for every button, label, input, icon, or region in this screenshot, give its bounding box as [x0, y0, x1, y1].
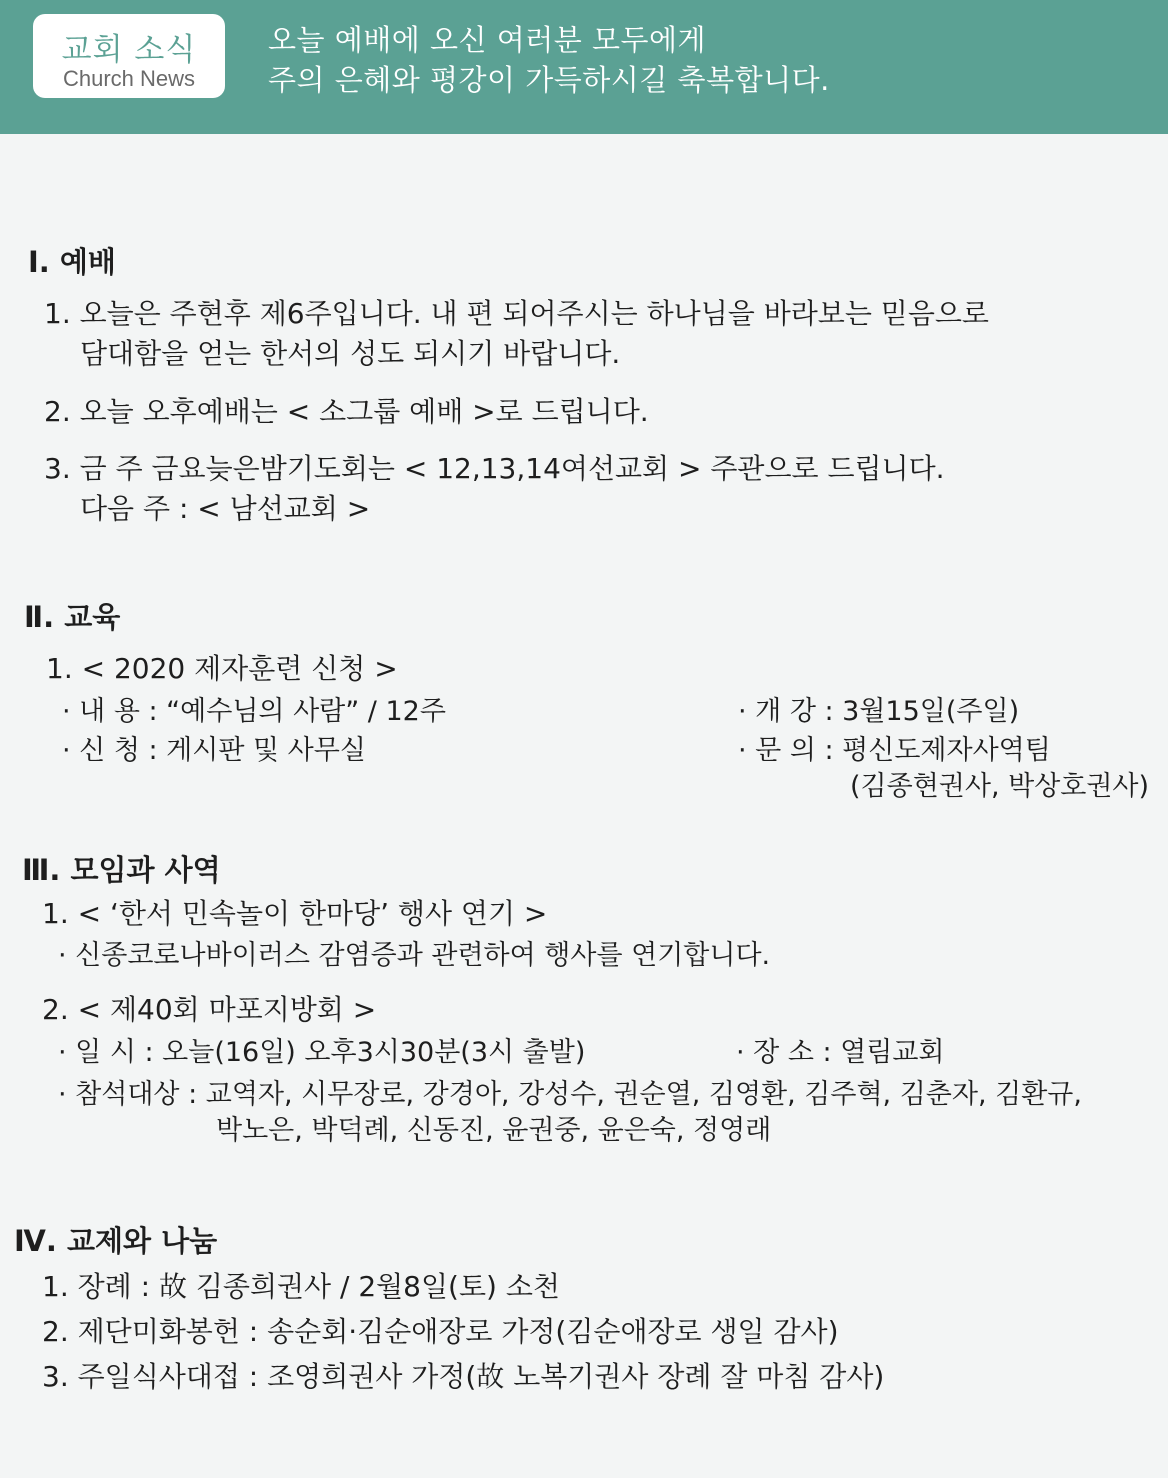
- worship-item-3-line-2: 다음 주 : < 남선교회 >: [80, 492, 371, 525]
- section-heading-fellowship: Ⅳ. 교제와 나눔: [14, 1224, 218, 1258]
- fellowship-item-2: 2. 제단미화봉헌 : 송순회·김순애장로 가정(김순애장로 생일 감사): [42, 1315, 839, 1348]
- worship-item-3-line-1: 3. 금 주 금요늦은밤기도회는 < 12,13,14여선교회 > 주관으로 드립니다.: [44, 452, 945, 485]
- fellowship-item-3: 3. 주일식사대접 : 조영희권사 가정(故 노복기권사 장례 잘 마침 감사): [42, 1360, 885, 1393]
- education-content: · 내 용 : “예수님의 사람” / 12주: [62, 696, 446, 727]
- gathering-item-2-attendees-line-2: 박노은, 박덕례, 신동진, 윤권중, 윤은숙, 정영래: [216, 1115, 772, 1146]
- fellowship-item-1: 1. 장례 : 故 김종희권사 / 2월8일(토) 소천: [42, 1270, 560, 1303]
- worship-item-1-line-1: 1. 오늘은 주현후 제6주입니다. 내 편 되어주시는 하나님을 바라보는 믿음으로: [44, 297, 989, 330]
- gathering-item-2-time: · 일 시 : 오늘(16일) 오후3시30분(3시 출발): [58, 1037, 586, 1068]
- church-news-badge: [33, 14, 225, 98]
- education-apply: · 신 청 : 게시판 및 사무실: [62, 735, 366, 766]
- worship-item-2: 2. 오늘 오후예배는 < 소그룹 예배 >로 드립니다.: [44, 395, 649, 428]
- education-item-1-title: 1. < 2020 제자훈련 신청 >: [46, 652, 398, 685]
- section-heading-education: Ⅱ. 교육: [24, 600, 121, 634]
- section-heading-gathering: Ⅲ. 모임과 사역: [22, 853, 221, 887]
- gathering-item-1-title: 1. < ‘한서 민속놀이 한마당’ 행사 연기 >: [42, 897, 548, 930]
- gathering-item-2-place: · 장 소 : 열림교회: [736, 1037, 945, 1068]
- education-opening: · 개 강 : 3월15일(주일): [738, 696, 1020, 727]
- header-banner: [0, 0, 1168, 134]
- gathering-item-2-title: 2. < 제40회 마포지방회 >: [42, 993, 377, 1026]
- education-inquiry-names: (김종현권사, 박상호권사): [850, 771, 1150, 802]
- worship-item-1-line-2: 담대함을 얻는 한서의 성도 되시기 바랍니다.: [80, 337, 621, 370]
- gathering-item-2-attendees-line-1: · 참석대상 : 교역자, 시무장로, 강경아, 강성수, 권순열, 김영환, 김주혁, 김춘자, 김환규,: [58, 1079, 1082, 1110]
- greeting-line-2: 주의 은혜와 평강이 가득하시길 축복합니다.: [268, 63, 830, 97]
- gathering-item-1-note: · 신종코로나바이러스 감염증과 관련하여 행사를 연기합니다.: [58, 940, 771, 971]
- section-heading-worship: Ⅰ. 예배: [28, 245, 116, 279]
- education-inquiry: · 문 의 : 평신도제자사역팀: [738, 735, 1051, 766]
- badge-title: 교회 소식: [61, 32, 197, 68]
- greeting-line-1: 오늘 예배에 오신 여러분 모두에게: [268, 23, 707, 57]
- badge-subtitle: Church News: [62, 66, 196, 91]
